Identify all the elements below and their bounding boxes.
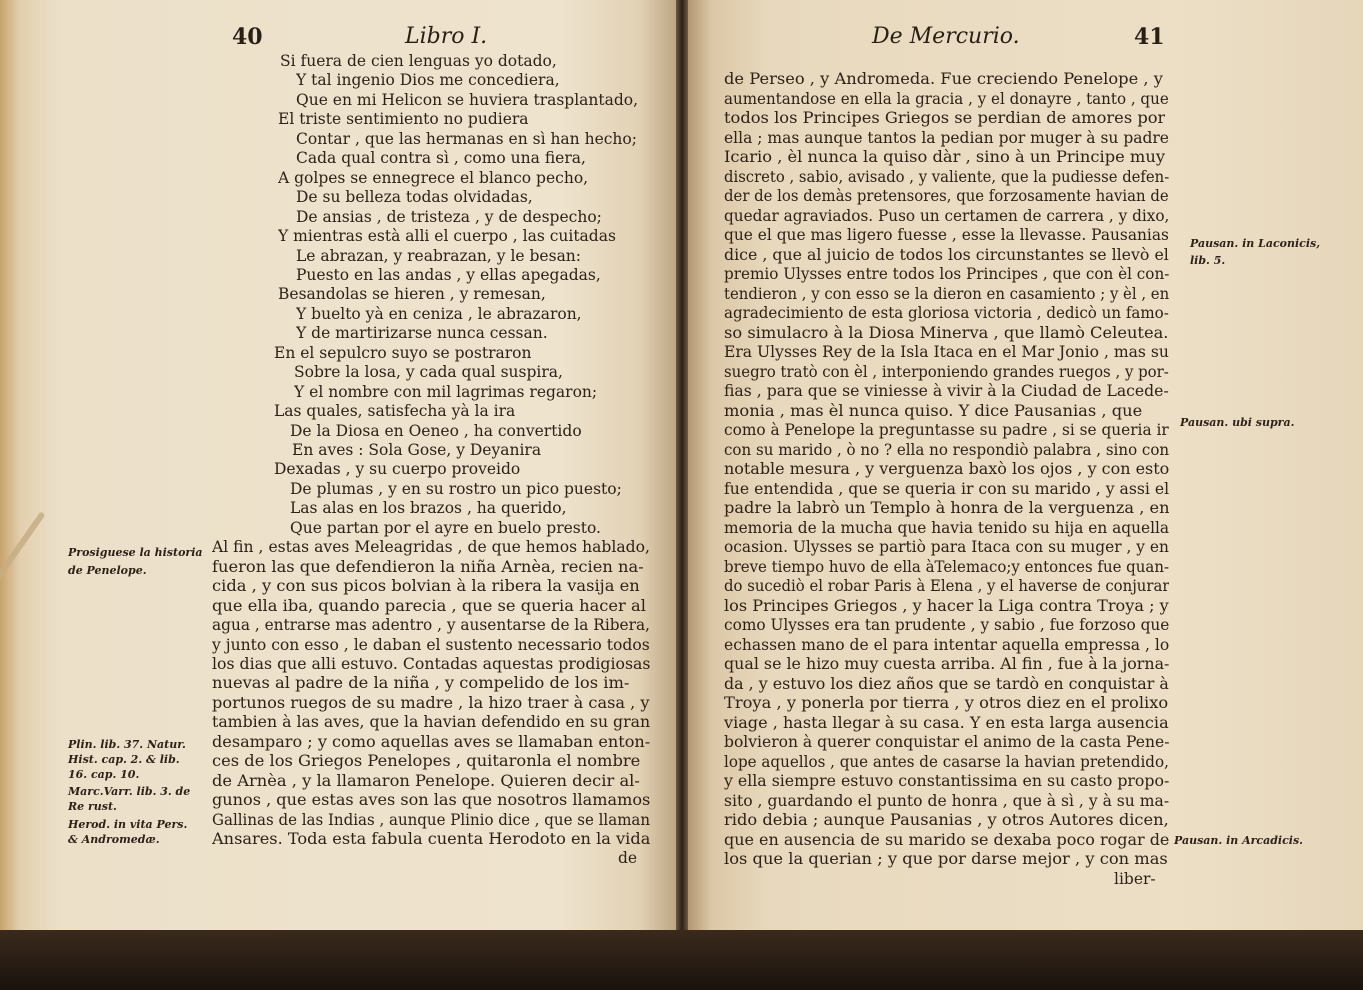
right-text-line: breve tiempo huvo de ella àTelemaco;y entonces fue quan-: [724, 557, 1170, 576]
right-text-line: Era Ulysses Rey de la Isla Itaca en el Mar Jonio , mas su: [724, 343, 1169, 361]
right-text-line: todos los Principes Griegos se perdian de amores por: [724, 109, 1166, 127]
left-text-line: Contar , que las hermanas en sì han hecho;: [296, 129, 637, 148]
left-text-line: A golpes se ennegrece el blanco pecho,: [278, 168, 589, 187]
right-text-line: da , y estuvo los diez años que se tardò en conquistar à: [724, 674, 1169, 693]
right-text-line: do sucediò el robar Paris à Elena , y el haverse de conjurar: [724, 577, 1170, 595]
right-text-line: suegro tratò con èl , interponiendo grandes ruegos , y por-: [724, 362, 1169, 381]
left-text-line: gunos , que estas aves son las que nosotros llamamos: [212, 791, 651, 810]
right-text-line: liber-: [1114, 869, 1156, 888]
right-text-line: rido debia ; aunque Pausanias , y otros Autores dicen,: [724, 811, 1169, 829]
right-text-line: dice , que al juicio de todos los circunstantes se llevò el: [724, 245, 1169, 264]
right-text-line: como à Penelope la preguntasse su padre , si se queria ir: [724, 421, 1169, 439]
book-gutter: [676, 0, 688, 945]
right-text-line: y ella siempre estuvo constantissima en su casto propo-: [724, 772, 1170, 790]
left-text-line: Gallinas de las Indias , aunque Plinio dice , que se llaman: [212, 810, 651, 829]
left-text-line: tambien à las aves, que la havian defendido en su gran: [212, 713, 651, 732]
left-running-head: Libro I.: [405, 24, 488, 49]
right-text-line: Troya , y ponerla por tierra , y otros diez en el prolixo: [724, 694, 1169, 712]
left-text-line: El triste sentimiento no pudiera: [278, 110, 529, 129]
left-text-line: Y tal ingenio Dios me concediera,: [296, 71, 560, 90]
right-margin-notes: [1174, 0, 1362, 900]
left-margin-note: Hist. cap. 2. & lib.: [68, 753, 180, 766]
left-text-line: portunos ruegos de su madre , la hizo traer à casa , y: [212, 693, 650, 712]
left-margin-note: de Penelope.: [68, 564, 147, 577]
left-text-line: Cada qual contra sì , como una fiera,: [296, 149, 586, 168]
right-text-line: discreto , sabio, avisado , y valiente, que la pudiesse defen-: [724, 167, 1170, 186]
left-text-line: Y de martirizarse nunca cessan.: [296, 324, 548, 343]
right-text-line: ella ; mas aunque tantos la pedian por muger à su padre: [724, 128, 1169, 147]
right-text-line: quedar agraviados. Puso un certamen de carrera , y dixo,: [724, 206, 1170, 225]
left-text-line: En aves : Sola Gose, y Deyanira: [292, 441, 542, 459]
left-text-line: fueron las que defendieron la niña Arnèa, recien na-: [212, 557, 644, 576]
right-text-line: bolvieron à querer conquistar el animo de la casta Pene-: [724, 733, 1170, 751]
right-text-line: monia , mas èl nunca quiso. Y dice Pausanias , que: [724, 401, 1143, 420]
left-text-line: Y mientras està alli el cuerpo , las cuitadas: [278, 227, 616, 246]
left-text-line: nuevas al padre de la niña , y compelido de los im-: [212, 674, 630, 693]
right-margin-note: Pausan. in Laconicis,: [1190, 237, 1321, 250]
right-margin-note: Pausan. in Arcadicis.: [1174, 834, 1304, 847]
left-text-line: Que en mi Helicon se huviera trasplantado,: [296, 90, 639, 109]
right-text-line: que en ausencia de su marido se dexaba poco rogar de: [724, 830, 1170, 849]
right-text-line: agradecimiento de esta gloriosa victoria , dedicò un famo-: [724, 304, 1169, 322]
left-text-line: Sobre la losa, y cada qual suspira,: [294, 363, 563, 382]
right-text-line: de Perseo , y Andromeda. Fue creciendo Penelope , y: [724, 70, 1163, 88]
right-text-line: qual se le hizo muy cuesta arriba. Al fin , fue à la jorna-: [724, 655, 1170, 673]
left-text-line: En el sepulcro suyo se postraron: [274, 343, 532, 362]
right-margin-note: Pausan. ubi supra.: [1180, 416, 1295, 429]
right-text-line: der de los demàs pretensores, que forzosamente havian de: [724, 187, 1169, 205]
left-text-line: De ansias , de tristeza , y de despecho;: [296, 207, 602, 226]
left-text-line: ces de los Griegos Penelopes , quitaronla el nombre: [212, 752, 641, 771]
right-text-line: con su marido , ò no ? ella no respondiò palabra , sino con: [724, 440, 1170, 459]
left-text-line: De su belleza todas olvidadas,: [296, 188, 533, 207]
left-text-line: agua , entrarse mas adentro , y ausentarse de la Ribera,: [212, 616, 650, 635]
left-text-line: Besandolas se hieren , y remesan,: [278, 285, 546, 304]
right-text-line: los Principes Griegos , y hacer la Liga contra Troya ; y: [724, 596, 1169, 615]
right-text-line: echassen mano de el para intentar aquella empressa , lo: [724, 635, 1170, 654]
right-text-line: padre la labrò un Templo à honra de la verguenza , en: [724, 499, 1170, 517]
left-body-text: [212, 0, 662, 900]
left-margin-note: Plin. lib. 37. Natur.: [68, 738, 186, 751]
right-text-line: aumentandose en ella la gracia , y el donayre , tanto , que: [724, 89, 1169, 108]
right-body-text: [724, 0, 1184, 900]
left-margin-note: Prosiguese la historia: [68, 546, 203, 559]
left-text-line: Las alas en los brazos , ha querido,: [290, 499, 567, 518]
right-text-line: notable mesura , y verguenza baxò los ojos , y con esto: [724, 460, 1170, 478]
left-text-line: de Arnèa , y la llamaron Penelope. Quieren decir al-: [212, 771, 640, 790]
left-margin-note: Herod. in vita Pers.: [68, 818, 188, 831]
left-margin-notes: [68, 0, 208, 900]
right-text-line: ocasion. Ulysses se partiò para Itaca con su muger , y en: [724, 538, 1169, 556]
right-text-line: fue entendida , que se queria ir con su marido , y assi el: [724, 479, 1170, 498]
left-text-line: Al fin , estas aves Meleagridas , de que hemos hablado,: [212, 538, 650, 557]
right-text-line: so simulacro à la Diosa Minerva , que llamò Celeutea.: [724, 323, 1169, 342]
left-text-line: De la Diosa en Oeneo , ha convertido: [290, 421, 582, 440]
left-text-line: Si fuera de cien lenguas yo dotado,: [280, 52, 557, 70]
left-text-line: los dias que alli estuvo. Contadas aquestas prodigiosas: [212, 654, 651, 673]
right-text-line: sito , guardando el punto de honra , que à sì , y à su ma-: [724, 791, 1170, 810]
right-text-line: los que la querian ; y que por darse mejor , y con mas: [724, 850, 1168, 868]
left-text-line: cida , y con sus picos bolvian à la ribera la vasija en: [212, 577, 640, 596]
left-margin-note: & Andromedæ.: [68, 833, 160, 846]
right-text-line: premio Ulysses entre todos los Principes , que con èl con-: [724, 265, 1170, 283]
left-text-line: Que partan por el ayre en buelo presto.: [290, 518, 601, 537]
left-margin-note: 16. cap. 10.: [68, 768, 140, 781]
right-page-number: 41: [1134, 24, 1165, 50]
left-text-line: Le abrazan, y reabrazan, y le besan:: [296, 246, 582, 265]
left-text-line: Dexadas , y su cuerpo proveido: [274, 460, 521, 479]
left-text-line: Puesto en las andas , y ellas apegadas,: [296, 265, 601, 284]
left-text-line: de: [618, 849, 638, 868]
left-margin-note: Re rust.: [68, 800, 117, 813]
right-text-line: lope aquellos , que antes de casarse la havian pretendido,: [724, 752, 1169, 771]
right-text-line: como Ulysses era tan prudente , y sabio , fue forzoso que: [724, 616, 1170, 634]
bookmark-ribbon: [0, 511, 46, 605]
right-margin-note: lib. 5.: [1190, 254, 1226, 267]
right-text-line: Icario , èl nunca la quiso dàr , sino à un Principe muy: [724, 148, 1166, 166]
right-text-line: fias , para que se viniesse à vivir à la Ciudad de Lacede-: [724, 382, 1169, 400]
left-page: [0, 0, 680, 959]
left-text-line: que ella iba, quando parecia , que se queria hacer al: [212, 596, 646, 615]
right-text-line: viage , hasta llegar à su casa. Y en esta larga ausencia: [724, 713, 1169, 732]
right-text-line: tendieron , y con esso se la dieron en casamiento ; y èl , en: [724, 284, 1170, 303]
left-text-line: Y el nombre con mil lagrimas regaron;: [294, 382, 598, 401]
book-edge-shadow: [0, 930, 1363, 990]
right-page: [682, 0, 1363, 945]
left-page-number: 40: [232, 24, 263, 50]
left-text-line: Y buelto yà en ceniza , le abrazaron,: [296, 304, 582, 323]
right-text-line: que el que mas ligero fuesse , esse la llevasse. Pausanias: [724, 226, 1169, 244]
left-margin-note: Marc.Varr. lib. 3. de: [68, 785, 191, 798]
left-text-line: Las quales, satisfecha yà la ira: [274, 402, 516, 421]
right-text-line: memoria de la mucha que havia tenido su hija en aquella: [724, 518, 1170, 537]
left-text-line: Ansares. Toda esta fabula cuenta Herodoto en la vida: [212, 830, 651, 848]
left-text-line: y junto con esso , le daban el sustento necessario todos: [212, 635, 650, 654]
left-text-line: desamparo ; y como aquellas aves se llamaban enton-: [212, 732, 651, 751]
right-running-head: De Mercurio.: [872, 24, 1020, 49]
left-text-line: De plumas , y en su rostro un pico puesto;: [290, 479, 622, 498]
